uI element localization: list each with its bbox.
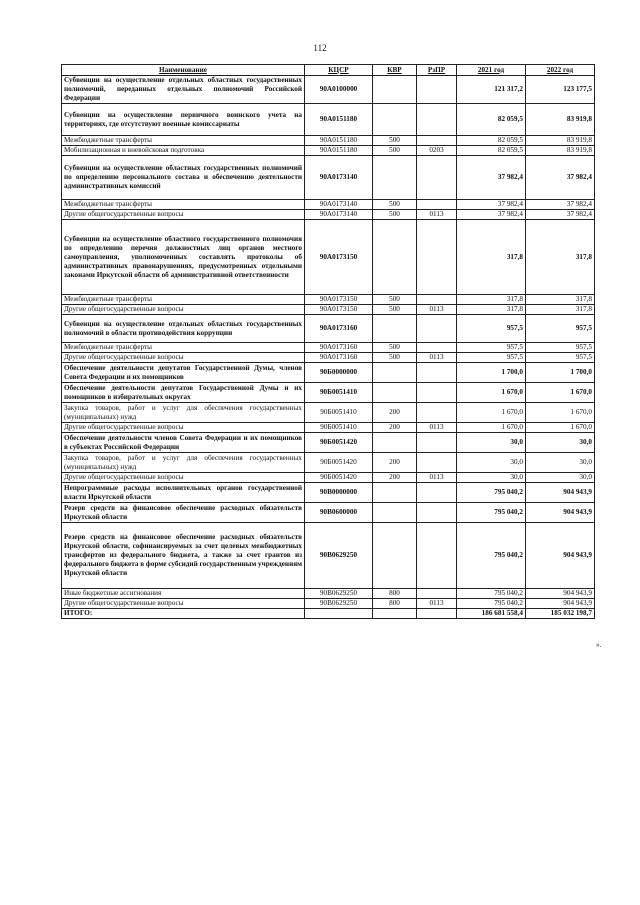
- cell-kvr: [373, 483, 417, 503]
- cell-name: Мобилизационная и вневойсковая подготовка: [62, 146, 305, 156]
- table-row: [62, 363, 595, 383]
- cell-kvr: [373, 104, 417, 136]
- cell-kvr: [373, 76, 417, 104]
- cell-kvr: [373, 523, 417, 589]
- cell-y2022: 904 943,9: [526, 483, 595, 503]
- cell-kvr: 500: [373, 295, 417, 305]
- cell-kvr: 500: [373, 343, 417, 353]
- cell-rzpr: [417, 315, 457, 343]
- cell-kvr: 500: [373, 146, 417, 156]
- cell-y2022: 957,5: [526, 343, 595, 353]
- cell-y2021: 30,0: [457, 433, 526, 453]
- cell-name: Обеспечение деятельности депутатов Государственной Думы, членов Совета Федерации и их помощников: [62, 363, 305, 383]
- cell-kvr: 800: [373, 589, 417, 599]
- cell-kcsr: 90В0000000: [305, 483, 373, 503]
- cell-y2021: 121 317,2: [457, 76, 526, 104]
- cell-y2021: 1 700,0: [457, 363, 526, 383]
- header-kvr: КВР: [373, 65, 417, 76]
- cell-kcsr: 90А0173150: [305, 295, 373, 305]
- cell-name: Субвенции на осуществление отдельных областных государственных полномочий, переданных отдельных полномочий Российской Федерации: [62, 76, 305, 104]
- cell-y2021: 317,8: [457, 295, 526, 305]
- cell-kvr: 200: [373, 473, 417, 483]
- cell-name: Иные бюджетные ассигнования: [62, 589, 305, 599]
- table-row: [62, 76, 595, 104]
- cell-kcsr: 90Б0051410: [305, 383, 373, 403]
- table-row: [62, 156, 595, 200]
- cell-kcsr: 90Б0051410: [305, 423, 373, 433]
- cell-name: Другие общегосударственные вопросы: [62, 423, 305, 433]
- table-row: [62, 210, 595, 220]
- header-2021: 2021 год: [457, 65, 526, 76]
- cell-rzpr: [417, 200, 457, 210]
- table-row: [62, 523, 595, 589]
- cell-kcsr: 90В0629250: [305, 523, 373, 589]
- cell-kvr: 200: [373, 403, 417, 423]
- table-row: [62, 305, 595, 315]
- cell-rzpr: [417, 523, 457, 589]
- cell-y2022: 83 919,8: [526, 146, 595, 156]
- cell-kcsr: 90Б0051420: [305, 433, 373, 453]
- cell-rzpr: 0113: [417, 599, 457, 609]
- cell-y2021: 957,5: [457, 315, 526, 343]
- cell-rzpr: [417, 383, 457, 403]
- cell-y2022: 904 943,9: [526, 503, 595, 523]
- cell-rzpr: [417, 156, 457, 200]
- table-row: [62, 353, 595, 363]
- table-row: [62, 503, 595, 523]
- cell-y2021: 30,0: [457, 473, 526, 483]
- cell-kvr: 500: [373, 210, 417, 220]
- cell-y2021: 82 059,5: [457, 136, 526, 146]
- cell-kcsr: 90А0173140: [305, 200, 373, 210]
- cell-rzpr: [417, 363, 457, 383]
- table-row: [62, 599, 595, 609]
- cell-rzpr: [417, 453, 457, 473]
- cell-y2022: 37 982,4: [526, 156, 595, 200]
- cell-kcsr: 90А0173150: [305, 220, 373, 295]
- cell-name: Другие общегосударственные вопросы: [62, 599, 305, 609]
- table-header-row: [62, 65, 595, 76]
- cell-y2022: 904 943,9: [526, 523, 595, 589]
- total-2022: 185 032 198,7: [526, 609, 595, 619]
- cell-y2021: 795 040,2: [457, 523, 526, 589]
- cell-name: Межбюджетные трансферты: [62, 136, 305, 146]
- cell-kcsr: 90Б0051420: [305, 453, 373, 473]
- cell-name: Другие общегосударственные вопросы: [62, 473, 305, 483]
- table-row: [62, 104, 595, 136]
- cell-kcsr: 90А0173140: [305, 210, 373, 220]
- cell-y2022: 30,0: [526, 473, 595, 483]
- cell-rzpr: 0113: [417, 423, 457, 433]
- cell-kvr: [373, 315, 417, 343]
- cell-y2021: 957,5: [457, 343, 526, 353]
- cell-rzpr: [417, 220, 457, 295]
- cell-y2021: 957,5: [457, 353, 526, 363]
- cell-kcsr: 90Б0051420: [305, 473, 373, 483]
- cell-rzpr: 0113: [417, 305, 457, 315]
- cell-rzpr: [417, 343, 457, 353]
- cell-y2021: 1 670,0: [457, 423, 526, 433]
- cell-y2022: 1 700,0: [526, 363, 595, 383]
- cell-kvr: [373, 383, 417, 403]
- header-2022: 2022 год: [526, 65, 595, 76]
- table-row: [62, 200, 595, 210]
- budget-table: [61, 64, 595, 619]
- cell-rzpr: 0113: [417, 473, 457, 483]
- cell-kcsr: 90Б0000000: [305, 363, 373, 383]
- table-row: [62, 483, 595, 503]
- cell-y2021: 30,0: [457, 453, 526, 473]
- cell-rzpr: [417, 503, 457, 523]
- cell-kvr: [373, 156, 417, 200]
- cell-y2022: 904 943,9: [526, 589, 595, 599]
- table-row: [62, 433, 595, 453]
- cell-y2022: 83 919,8: [526, 104, 595, 136]
- cell-rzpr: [417, 295, 457, 305]
- cell-rzpr: [417, 104, 457, 136]
- cell-rzpr: 0113: [417, 353, 457, 363]
- cell-kvr: 500: [373, 353, 417, 363]
- cell-y2021: 317,8: [457, 305, 526, 315]
- cell-kcsr: 90А0173140: [305, 156, 373, 200]
- cell-y2022: 957,5: [526, 315, 595, 343]
- cell-kvr: [373, 503, 417, 523]
- cell-y2022: 904 943,9: [526, 599, 595, 609]
- cell-name: Непрограммные расходы исполнительных органов государственной власти Иркутской области: [62, 483, 305, 503]
- closing-quote: ».: [596, 641, 602, 649]
- cell-y2021: 37 982,4: [457, 210, 526, 220]
- cell-kvr: [373, 363, 417, 383]
- header-name: Наименование: [62, 65, 305, 76]
- cell-kcsr: 90А0100000: [305, 76, 373, 104]
- cell-y2021: 37 982,4: [457, 156, 526, 200]
- cell-kcsr: 90А0151180: [305, 136, 373, 146]
- cell-y2022: 1 670,0: [526, 423, 595, 433]
- total-2021: 186 681 558,4: [457, 609, 526, 619]
- cell-rzpr: [417, 589, 457, 599]
- cell-kcsr: 90А0173160: [305, 315, 373, 343]
- cell-y2021: 795 040,2: [457, 599, 526, 609]
- cell-rzpr: [417, 483, 457, 503]
- cell-kvr: [373, 220, 417, 295]
- cell-y2022: 317,8: [526, 220, 595, 295]
- cell-name: Субвенции на осуществление областных государственных полномочий по определению персонального состава и обеспечению деятельности административных комиссий: [62, 156, 305, 200]
- cell-y2021: 37 982,4: [457, 200, 526, 210]
- cell-name: Межбюджетные трансферты: [62, 295, 305, 305]
- cell-name: Субвенции на осуществление областного государственного полномочия по определению перечня должностных лиц органов местного самоуправления, уполномоченных составлять протоколы об административных правонарушениях, предусмотренных отдельными законами Иркутской области об административной ответственности: [62, 220, 305, 295]
- cell-rzpr: [417, 76, 457, 104]
- cell-y2021: 795 040,2: [457, 589, 526, 599]
- cell-y2021: 317,8: [457, 220, 526, 295]
- header-rzpr: РзПР: [417, 65, 457, 76]
- cell-kvr: 800: [373, 599, 417, 609]
- cell-kcsr: 90В0629250: [305, 589, 373, 599]
- cell-name: Субвенции на осуществление отдельных областных государственных полномочий в области противодействия коррупции: [62, 315, 305, 343]
- cell-kvr: 200: [373, 453, 417, 473]
- cell-rzpr: [417, 403, 457, 423]
- table-row: [62, 343, 595, 353]
- table-row: [62, 589, 595, 599]
- cell-rzpr: [417, 136, 457, 146]
- cell-y2022: 37 982,4: [526, 210, 595, 220]
- cell-kvr: 200: [373, 423, 417, 433]
- cell-rzpr: [417, 433, 457, 453]
- cell-y2022: 1 670,0: [526, 383, 595, 403]
- cell-name: Резерв средств на финансовое обеспечение расходных обязательств Иркутской области, софинансируемых за счет целевых межбюджетных трансфертов из федерального бюджета, а также за счет грантов из федерального бюджета в форме субсидий государственным учреждениям Иркутской области: [62, 523, 305, 589]
- cell-name: Межбюджетные трансферты: [62, 200, 305, 210]
- cell-y2021: 82 059,5: [457, 104, 526, 136]
- cell-y2022: 957,5: [526, 353, 595, 363]
- page-number: 112: [313, 43, 327, 53]
- cell-kcsr: 90А0151180: [305, 146, 373, 156]
- cell-name: Обеспечение деятельности членов Совета Федерации и их помощников в субъектах Российской Федерации: [62, 433, 305, 453]
- table-row: [62, 423, 595, 433]
- table-row: [62, 136, 595, 146]
- cell-name: Другие общегосударственные вопросы: [62, 353, 305, 363]
- cell-rzpr: 0113: [417, 210, 457, 220]
- total-label: ИТОГО:: [62, 609, 305, 619]
- cell-name: Закупка товаров, работ и услуг для обеспечения государственных (муниципальных) нужд: [62, 453, 305, 473]
- cell-y2022: 1 670,0: [526, 403, 595, 423]
- table-row: [62, 383, 595, 403]
- cell-name: Обеспечение деятельности депутатов Государственной Думы и их помощников в избирательных округах: [62, 383, 305, 403]
- cell-y2022: 30,0: [526, 433, 595, 453]
- total-row: [62, 609, 595, 619]
- cell-y2022: 317,8: [526, 305, 595, 315]
- cell-kvr: [373, 433, 417, 453]
- cell-kcsr: 90А0151180: [305, 104, 373, 136]
- cell-kcsr: 90А0173160: [305, 343, 373, 353]
- cell-kcsr: 90В0629250: [305, 599, 373, 609]
- cell-y2022: 30,0: [526, 453, 595, 473]
- cell-name: Межбюджетные трансферты: [62, 343, 305, 353]
- table-row: [62, 403, 595, 423]
- cell-kvr: 500: [373, 136, 417, 146]
- cell-y2021: 82 059,5: [457, 146, 526, 156]
- cell-kvr: 500: [373, 305, 417, 315]
- table-row: [62, 146, 595, 156]
- cell-name: Резерв средств на финансовое обеспечение расходных обязательств Иркутской области: [62, 503, 305, 523]
- cell-kcsr: 90Б0051410: [305, 403, 373, 423]
- table-row: [62, 473, 595, 483]
- cell-y2021: 795 040,2: [457, 483, 526, 503]
- cell-y2021: 795 040,2: [457, 503, 526, 523]
- cell-y2022: 37 982,4: [526, 200, 595, 210]
- cell-name: Другие общегосударственные вопросы: [62, 305, 305, 315]
- table-row: [62, 295, 595, 305]
- cell-kvr: 500: [373, 200, 417, 210]
- cell-kcsr: 90В0600000: [305, 503, 373, 523]
- header-kcsr: КЦСР: [305, 65, 373, 76]
- cell-name: Субвенции на осуществление первичного воинского учета на территориях, где отсутствуют военные комиссариаты: [62, 104, 305, 136]
- cell-kcsr: 90А0173160: [305, 353, 373, 363]
- table-row: [62, 315, 595, 343]
- cell-y2022: 123 177,5: [526, 76, 595, 104]
- cell-name: Закупка товаров, работ и услуг для обеспечения государственных (муниципальных) нужд: [62, 403, 305, 423]
- cell-rzpr: 0203: [417, 146, 457, 156]
- cell-y2021: 1 670,0: [457, 383, 526, 403]
- table-row: [62, 220, 595, 295]
- table-row: [62, 453, 595, 473]
- cell-kcsr: 90А0173150: [305, 305, 373, 315]
- cell-y2021: 1 670,0: [457, 403, 526, 423]
- cell-y2022: 317,8: [526, 295, 595, 305]
- cell-name: Другие общегосударственные вопросы: [62, 210, 305, 220]
- cell-y2022: 83 919,8: [526, 136, 595, 146]
